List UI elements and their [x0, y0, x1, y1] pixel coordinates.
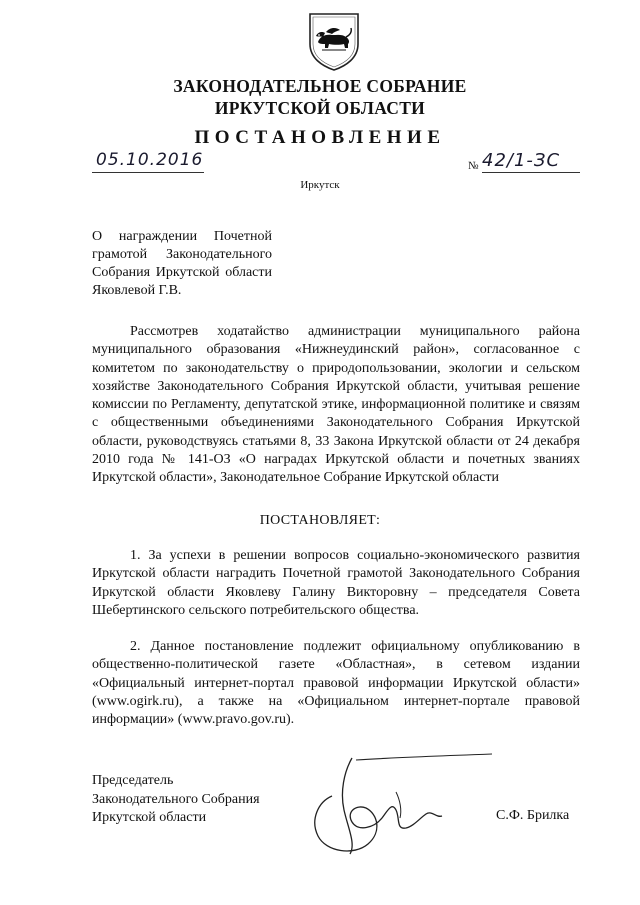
date-field: [92, 150, 204, 174]
irkutsk-coat-of-arms-icon: [304, 10, 364, 72]
preamble-paragraph: Рассмотрев ходатайство администрации муниципального района муниципального образования «Нижнеудинский район», согласованное с комитетом по законодательству о природопользовании, экологии и сельском хозяйстве Законодательного Собрания Иркутской области, учитывая решение комиссии по Регламенту, депутатской этике, информационной политике и связям с общественными объединениями Законодательного Собрания Иркутской области, руководствуясь статьями 8, 33 Закона Иркутской области от 24 декабря 2010 года № 141-ОЗ «О наградах Иркутской области и почетных званиях Иркутской области», Законодательное Собрание Иркутской области: [92, 324, 580, 486]
signer-name: С.Ф. Брилка: [496, 808, 570, 823]
date-underline: [92, 172, 204, 173]
document-type-title: ПОСТАНОВЛЕНИЕ: [194, 127, 446, 148]
clause-2: 2. Данное постановление подлежит официальному опубликованию в общественно-политической газете «Областная», в сетевом издании «Официальный интернет-портал правовой информации Иркутской области» (www.ogirk.ru), а также на «Официальном интернет-портале правовой информации» (www.pravo.gov.ru).: [92, 639, 580, 728]
number-value: 42/1-ЗС: [482, 150, 561, 171]
number-prefix: №: [468, 160, 479, 172]
org-name-line-2: ИРКУТСКОЙ ОБЛАСТИ: [214, 98, 426, 118]
handwritten-signature-icon: [296, 752, 496, 862]
signer-title-line-1: Председатель: [92, 773, 174, 788]
number-underline: [482, 172, 580, 173]
number-field: [468, 150, 580, 174]
date-value: 05.10.2016: [96, 150, 204, 170]
document-subject: О награждении Почетной грамотой Законодательного Собрания Иркутской области Яковлевой Г.В.: [92, 229, 272, 298]
signer-title-line-3: Иркутской области: [92, 810, 207, 825]
org-name-line-1: ЗАКОНОДАТЕЛЬНОЕ СОБРАНИЕ: [173, 76, 467, 96]
signer-title: [92, 772, 260, 828]
city-label: Иркутск: [300, 179, 340, 191]
signer-title-line-2: Законодательного Собрания: [92, 791, 260, 807]
clause-1: 1. За успехи в решении вопросов социально-экономического развития Иркутской области наградить Почетной грамотой Законодательного Собрания Иркутской области Яковлеву Галину Викторовну – председателя Совета Шебертинского сельского потребительского общества.: [92, 548, 580, 618]
resolves-heading: ПОСТАНОВЛЯЕТ:: [259, 513, 381, 528]
